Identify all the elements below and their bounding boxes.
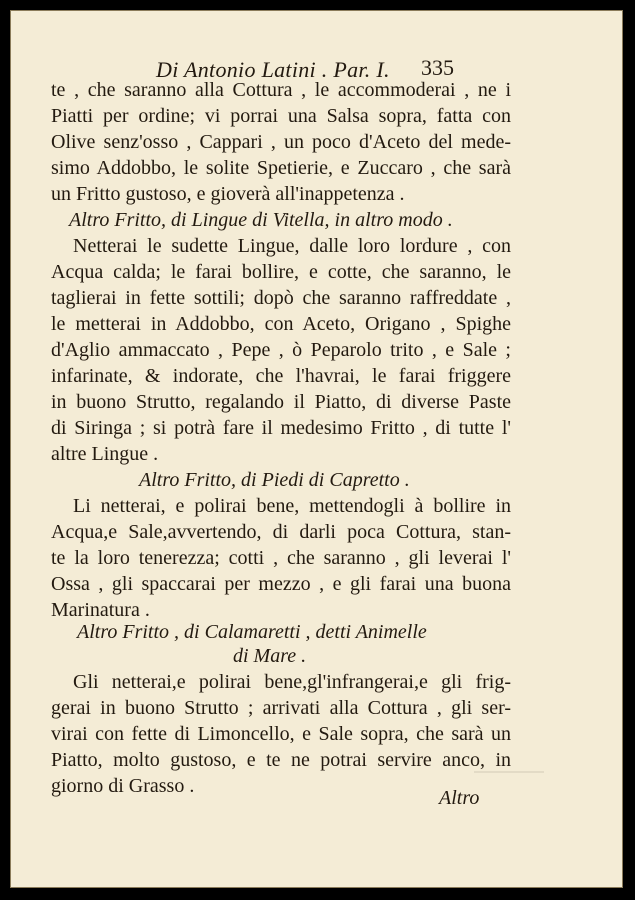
text-line: virai con fette di Limoncello, e Sale sopra, che sarà un — [51, 723, 511, 745]
text-line: altre Lingue . — [51, 443, 159, 465]
section-heading-continued: di Mare . — [233, 645, 307, 667]
text-line: te , che saranno alla Cottura , le accommoderai , ne i — [51, 79, 511, 101]
book-page — [10, 10, 623, 888]
text-line: Piatti per ordine; vi porrai una Salsa sopra, fatta con — [51, 105, 511, 127]
text-line: te la loro tenerezza; cotti , che saranno , gli leverai l' — [51, 547, 511, 569]
text-line: simo Addobbo, le solite Spetierie, e Zuccaro , che sarà — [51, 157, 511, 179]
text-line: Netterai le sudette Lingue, dalle loro lordure , con — [73, 235, 511, 257]
text-line: taglierai in fette sottili; dopò che saranno raffreddate , — [51, 287, 511, 309]
text-line: Ossa , gli spaccarai per mezzo , e gli farai una buona — [51, 573, 511, 595]
text-line: Olive senz'osso , Cappari , un poco d'Aceto del mede- — [51, 131, 511, 153]
text-line: Acqua,e Sale,avvertendo, di darli poca Cottura, stan- — [51, 521, 511, 543]
text-line: Acqua calda; le farai bollire, e cotte, che saranno, le — [51, 261, 511, 283]
running-head: Di Antonio Latini . Par. I. — [156, 57, 390, 82]
text-line: d'Aglio ammaccato , Pepe , ò Peparolo trito , e Sale ; — [51, 339, 511, 361]
text-line: in buono Strutto, regalando il Piatto, di diverse Paste — [51, 391, 511, 413]
section-heading: Altro Fritto, di Lingue di Vitella, in altro modo . — [69, 209, 453, 231]
text-line: le metterai in Addobbo, con Aceto, Origano , Spighe — [51, 313, 511, 335]
text-line: di Siringa ; si potrà fare il medesimo Fritto , di tutte l' — [51, 417, 511, 439]
text-line: Marinatura . — [51, 599, 150, 621]
text-line: giorno di Grasso . — [51, 775, 195, 797]
catchword: Altro — [439, 787, 480, 809]
text-line: Piatto, molto gustoso, e te ne potrai servire anco, in — [51, 749, 511, 771]
bleed-through-mark — [474, 771, 544, 791]
text-line: gerai in buono Strutto ; arrivati alla Cottura , gli ser- — [51, 697, 511, 719]
page-number: 335 — [421, 55, 454, 80]
text-line: Li netterai, e polirai bene, mettendogli à bollire in — [73, 495, 511, 517]
section-heading: Altro Fritto, di Piedi di Capretto . — [139, 469, 410, 491]
text-line: Gli netterai,e polirai bene,gl'infrangerai,e gli frig- — [73, 671, 511, 693]
text-line: infarinate, & indorate, che l'havrai, le farai friggere — [51, 365, 511, 387]
section-heading: Altro Fritto , di Calamaretti , detti Animelle — [77, 621, 427, 643]
text-line: un Fritto gustoso, e gioverà all'inappetenza . — [51, 183, 405, 205]
